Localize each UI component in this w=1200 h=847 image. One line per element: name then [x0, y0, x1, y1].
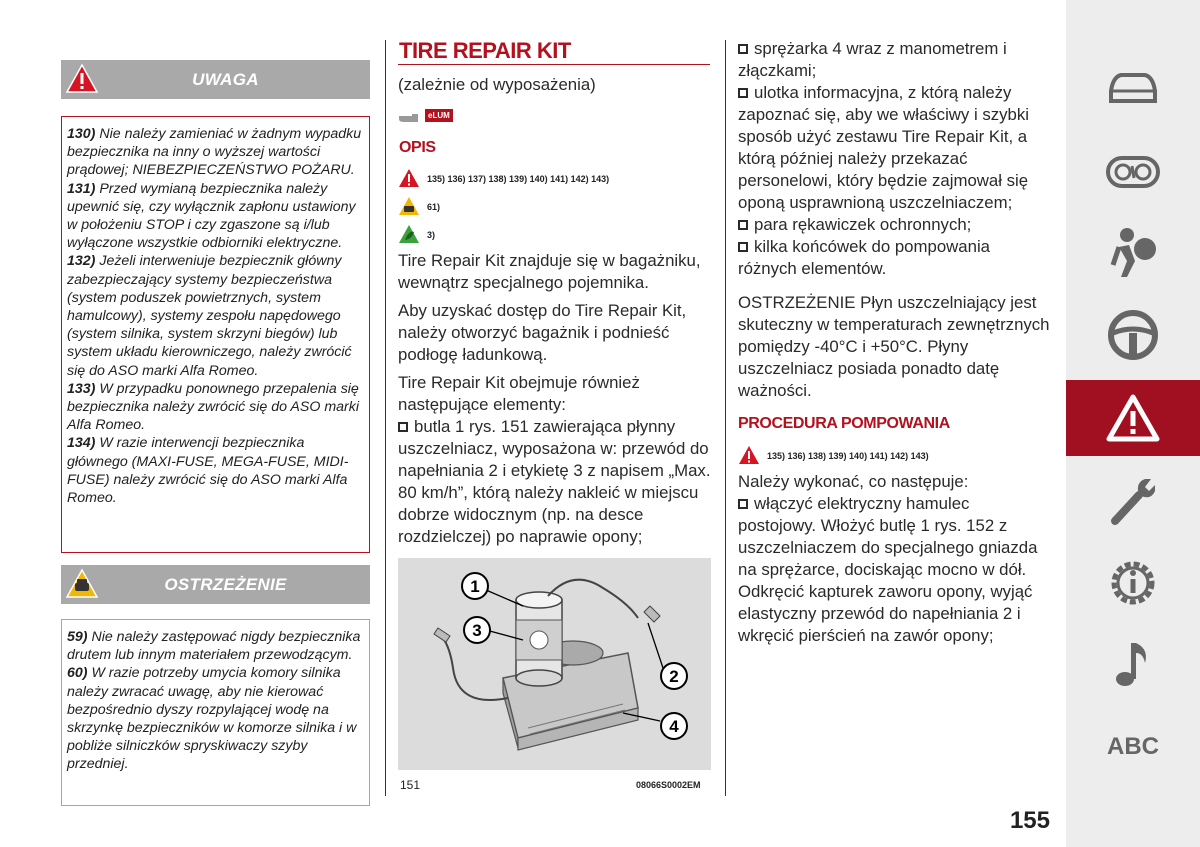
- note-item: [67, 180, 365, 253]
- list-item: butla 1 rys. 151 zawierająca płynny uszczelniacz, wyposażona w: przewód do napełniania 2 i etykietę 3 z napisem „Max. 80 km/h”, którą należy nakleić w miejscu dobrze widocznym (np. na desce rozdzielczej) po naprawie opony;: [398, 417, 711, 546]
- note-number: 133): [67, 380, 96, 397]
- paragraph: Tire Repair Kit obejmuje również następujące elementy:: [398, 373, 640, 414]
- note-item: [67, 252, 365, 379]
- procedure-heading: PROCEDURA POMPOWANIA: [738, 415, 950, 432]
- caution-title: OSTRZEŻENIE: [164, 575, 287, 594]
- title-underline: [398, 64, 710, 65]
- procedure-text: [738, 471, 1050, 647]
- paragraph: Należy wykonać, co następuje:: [738, 472, 969, 491]
- note-item: [67, 434, 365, 507]
- note-number: 134): [67, 435, 96, 452]
- dashboard-icon: [1105, 152, 1161, 192]
- sidebar-item-index[interactable]: ABC: [1107, 733, 1159, 760]
- warning-header: [61, 60, 370, 99]
- airbag-person-icon: [1105, 225, 1161, 281]
- warning-paragraph: OSTRZEŻENIE Płyn uszczelniający jest skuteczny w temperaturach zewnętrznych pomiędzy -40°C i +50°C. Płyny uszczelniacz posiada ponadto datę ważności.: [738, 293, 1050, 400]
- section-subtitle: (zależnie od wyposażenia): [398, 75, 596, 94]
- sidebar-item-dashboard[interactable]: [1066, 137, 1200, 207]
- paragraph: Aby uzyskać dostęp do Tire Repair Kit, należy otworzyć bagażnik i podnieść podłogę ładunkową.: [398, 301, 687, 364]
- svg-text:4: 4: [669, 717, 679, 736]
- note-text: Nie należy zamieniać w żadnym wypadku bezpiecznika na inny o wyższej wartości prądowej; NIEBEZPIECZEŃSTWO POŻARU.: [67, 126, 362, 179]
- steering-wheel-icon: [1105, 307, 1161, 363]
- note-text: W razie potrzeby umycia komory silnika należy zwracać uwagę, aby nie kierować bezpośrednio dyszy rozpylającej wodę na skrzynkę bezpieczników w komorze silnika i w pobliże silniczków spryskiwaczy szyby przedniej.: [67, 665, 357, 773]
- checkbox-bullet: [738, 88, 748, 98]
- checkbox-bullet: [738, 499, 748, 509]
- middle-text: [398, 250, 714, 548]
- callout-4: [661, 713, 687, 739]
- elum-badge: [398, 109, 458, 125]
- warning-title: UWAGA: [192, 70, 259, 89]
- opis-heading: OPIS: [399, 139, 436, 156]
- caution-notes-box: [61, 619, 370, 806]
- section-title: TIRE REPAIR KIT: [399, 38, 571, 63]
- checkbox-bullet: [738, 44, 748, 54]
- note-number: 132): [67, 253, 96, 270]
- procedure-refs: 135) 136) 138) 139) 140) 141) 142) 143): [767, 451, 929, 461]
- sidebar-item-emergency[interactable]: [1066, 380, 1200, 456]
- checkbox-bullet: [738, 242, 748, 252]
- note-item: [67, 628, 365, 664]
- refs-danger: 135) 136) 137) 138) 139) 140) 141) 142) 143): [427, 174, 610, 184]
- right-text: [738, 38, 1050, 402]
- refs-caution: 61): [427, 202, 441, 212]
- figure-number: 151: [400, 778, 421, 792]
- note-text: W razie interwencji bezpiecznika głównego (MAXI-FUSE, MEGA-FUSE, MIDI-FUSE) należy zwrócić się do ASO marki Alfa Romeo.: [67, 435, 349, 507]
- note-text: Jeżeli interweniuje bezpiecznik główny zabezpieczający systemy bezpieczeństwa (system poduszek powietrznych, system hamulcowy), systemy zespołu napędowego (system silnika, system skrzyni biegów) lub system układu kierowniczego, należy zwrócić się do ASO marki Alfa Romeo.: [67, 253, 352, 379]
- list-item: kilka końcówek do pompowania różnych elementów.: [738, 237, 991, 278]
- warning-triangle-icon: [1105, 393, 1161, 443]
- column-divider: [385, 40, 386, 796]
- sidebar-item-car[interactable]: [1066, 52, 1200, 122]
- list-item: włączyć elektryczny hamulec postojowy. Włożyć butlę 1 rys. 152 z uszczelniaczem do specjalnego gniazda na sprężarce, dociskając mocno w dół. Odkręcić kapturek zaworu opony, wyjąć elastyczny przewód do napełniania 2 i wkręcić pierścień na zawór opony;: [738, 494, 1038, 645]
- caution-notes-list: [67, 628, 365, 774]
- car-icon: [1105, 67, 1161, 107]
- list-item: para rękawiczek ochronnych;: [738, 214, 1050, 236]
- sidebar-item-multimedia[interactable]: [1066, 628, 1200, 698]
- figure-code: 08066S0002EM: [636, 780, 701, 790]
- svg-text:3: 3: [472, 621, 482, 640]
- list-item: ulotka informacyjna, z którą należy zapoznać się, aby we właściwy i szybki sposób użyć zestawu Tire Repair Kit, a którą później należy przekazać personelowi, który będzie zajmował się oponą usprawnioną uszczelniaczem;: [738, 83, 1029, 212]
- elum-label: eLUM: [425, 109, 453, 122]
- callout-3: [464, 617, 490, 643]
- warning-notes-box: [61, 116, 370, 553]
- note-number: 131): [67, 180, 96, 197]
- note-item: [67, 664, 365, 773]
- note-item: [67, 125, 365, 180]
- figure-image: [398, 558, 711, 770]
- chapter-sidebar: [1066, 0, 1200, 847]
- music-note-icon: [1105, 635, 1161, 691]
- page-number: 155: [1009, 807, 1050, 834]
- note-number: 130): [67, 126, 96, 142]
- note-item: [67, 380, 365, 435]
- sidebar-item-safety[interactable]: [1066, 218, 1200, 288]
- checkbox-bullet: [738, 220, 748, 230]
- warning-notes-list: [67, 125, 365, 507]
- column-divider: [725, 40, 726, 796]
- note-text: Przed wymianą bezpiecznika należy upewnić się, czy wyłącznik zapłonu ustawiony w położeniu STOP i czy zgaszone są i/lub wyłączone wszystkie odbiorniki elektryczne.: [67, 180, 356, 252]
- hand-pointer-icon: [398, 111, 424, 125]
- sidebar-item-driving[interactable]: [1066, 300, 1200, 370]
- wrench-icon: [1105, 473, 1161, 529]
- checkbox-bullet: [398, 422, 408, 432]
- note-text: W przypadku ponownego przepalenia się bezpiecznika należy zwrócić się do ASO marki Alfa Romeo.: [67, 380, 360, 434]
- info-gear-icon: [1105, 555, 1161, 611]
- sidebar-item-maintenance[interactable]: [1066, 466, 1200, 536]
- svg-text:2: 2: [669, 667, 679, 686]
- danger-small-icon: [398, 168, 420, 188]
- caution-header: [61, 565, 370, 604]
- note-text: Nie należy zastępować nigdy bezpiecznika drutem lub innym materiałem przewodzącym.: [67, 629, 361, 664]
- tire-repair-kit-illustration: [398, 558, 711, 770]
- list-item: sprężarka 4 wraz z manometrem i złączkami;: [738, 39, 1007, 80]
- danger-small-icon: [738, 445, 760, 465]
- caution-small-icon: [398, 196, 420, 216]
- callout-1: [462, 573, 488, 599]
- note-number: 59): [67, 629, 88, 645]
- callout-2: [661, 663, 687, 689]
- svg-text:1: 1: [470, 577, 480, 596]
- environment-small-icon: [398, 224, 420, 244]
- sidebar-item-technical-data[interactable]: [1066, 548, 1200, 618]
- note-number: 60): [67, 665, 88, 682]
- paragraph: Tire Repair Kit znajduje się w bagażniku, wewnątrz specjalnego pojemnika.: [398, 251, 701, 292]
- refs-environment: 3): [427, 230, 436, 240]
